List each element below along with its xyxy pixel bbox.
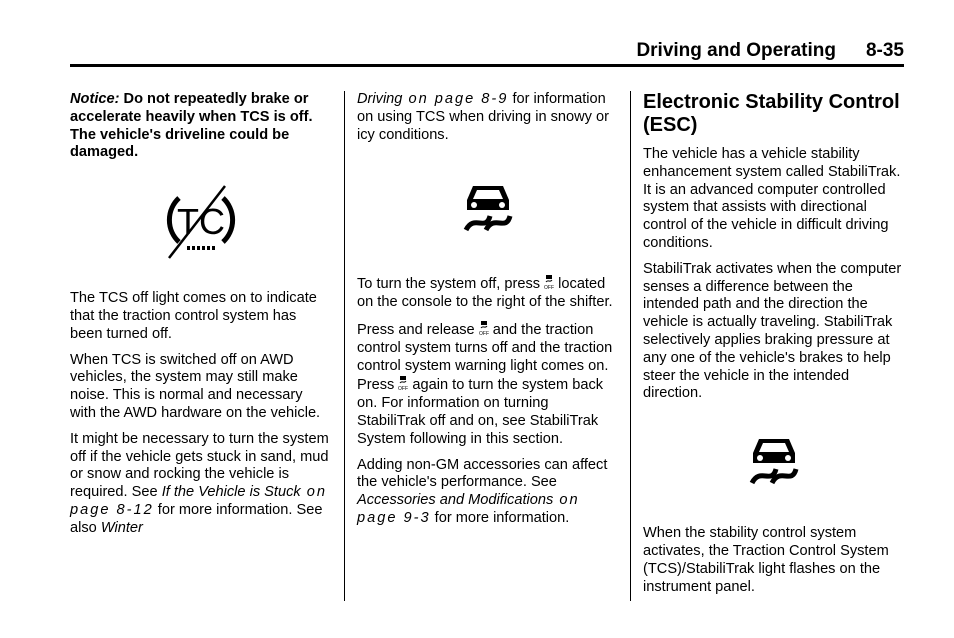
paragraph: Press and release OFF and the traction control system turns off and the traction control system warning light comes on. Press OFF again to turn the system back on. For information on turning StabiliTrak off and on, see StabiliTrak System following in this section. [357,321,613,447]
paragraph: To turn the system off, press OFF located on the console to the right of the shifter. [357,276,613,311]
cross-reference: Driving [357,91,403,107]
tcs-off-button-icon [544,274,554,290]
paragraph: It might be necessary to turn the system off if the vehicle gets stuck in sand, mud or snow and rocking the vehicle is required. See If the Vehicle is Stuck on page 8-12 for more information. See also Winter [70,430,329,536]
stabilitrak-icon [357,182,619,234]
svg-text:OFF: OFF [398,386,409,392]
column-2 [357,91,619,536]
column-1 [70,91,332,546]
header-rule [70,64,904,67]
column-divider [630,91,631,601]
section-title: Driving and Operating [636,40,836,61]
cross-reference: Accessories and Modifications [357,492,554,509]
notice-label: Notice: [70,91,120,107]
tcs-off-button-icon [479,320,489,336]
paragraph: When the stability control system activates, the Traction Control System (TCS)/StabiliTrak light flashes on the instrument panel. [643,525,889,595]
paragraph: Driving on page 8-9 for information on using TCS when driving in snowy or icy conditions. [357,91,610,143]
paragraph: StabiliTrak activates when the computer senses a difference between the intended path and the direction the vehicle is actually traveling. StabiliTrak selectively applies braking pressure at any one of the vehicle's brakes to help steer the vehicle in the intended direction. [643,260,902,402]
cross-reference: Winter [100,519,143,536]
column-divider [344,91,345,601]
svg-text:OFF: OFF [478,330,489,336]
column-3 [643,91,905,604]
page-reference: on page 8-9 [402,91,509,107]
paragraph: Adding non-GM accessories can affect the vehicle's performance. See Accessories and Modifications on page 9-3 for more information. [357,456,608,526]
page-number: 8-35 [865,40,904,61]
tcs-off-button-icon [398,375,408,391]
svg-text:TC: TC [177,201,225,243]
paragraph: The vehicle has a vehicle stability enhancement system called StabiliTrak. It is an advanced computer controlled system that assists with directional control of the vehicle in difficult driving conditions. [643,146,901,251]
cross-reference: If the Vehicle is Stuck [161,484,301,501]
notice-text: Do not repeatedly brake or accelerate heavily when TCS is off. The vehicle's driveline could be damaged. [70,91,313,161]
page-reference: on page 8-12 [70,484,327,518]
section-heading: Electronic Stability Control (ESC) [643,91,900,136]
svg-text:OFF: OFF [544,285,555,291]
tcs-off-icon [70,184,332,260]
notice [70,91,332,162]
stabilitrak-icon [643,435,905,487]
page-header [70,38,904,64]
page-reference: on page 9-3 [357,492,580,526]
paragraph: The TCS off light comes on to indicate that the traction control system has been turned off. [70,290,317,342]
paragraph: When TCS is switched off on AWD vehicles, the system may still make noise. This is normal and necessary with the AWD hardware on the vehicle. [70,351,321,421]
